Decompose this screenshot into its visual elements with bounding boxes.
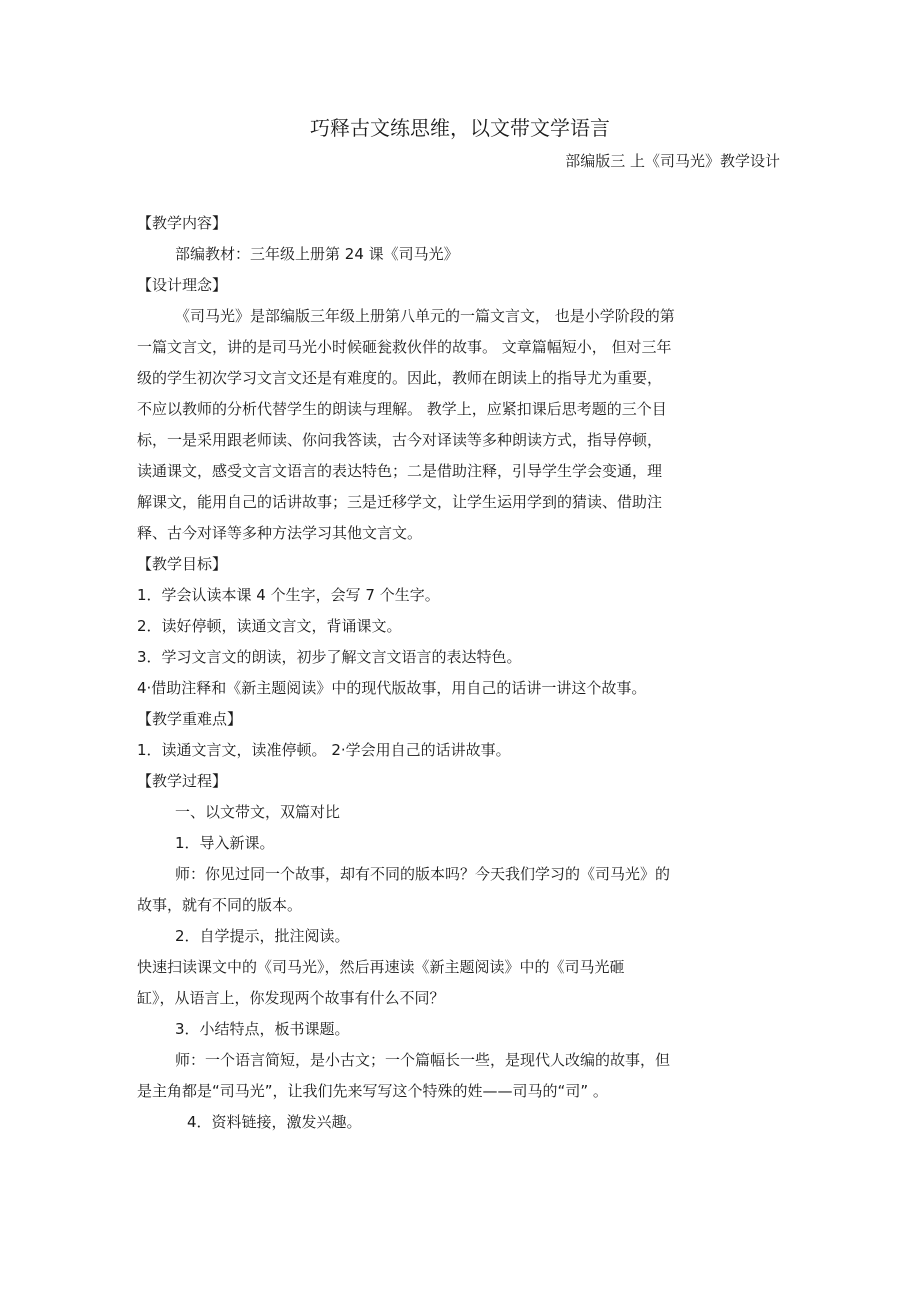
process-step-text: 缸》，从语言上，你发现两个故事有什么不同？ — [137, 989, 445, 1007]
content-text: 部编教材：三年级上册第 24 课《司马光》 — [175, 245, 459, 263]
concept-line: 标，一是采用跟老师读、你问我答读，古今对译读等多种朗读方式，指导停顿， — [137, 431, 663, 449]
section-heading-content: 【教学内容】 — [137, 214, 228, 232]
section-heading-goals: 【教学目标】 — [137, 555, 228, 573]
document-subtitle: 部编版三 上《司马光》教学设计 — [565, 152, 780, 170]
section-heading-concept: 【设计理念】 — [137, 276, 228, 294]
section-heading-process: 【教学过程】 — [137, 772, 228, 790]
process-step-text: 快速扫读课文中的《司马光》，然后再速读《新主题阅读》中的《司马光砸 — [137, 958, 625, 976]
process-step-title: 3．小结特点，板书课题。 — [175, 1020, 350, 1038]
process-step-title: 1．导入新课。 — [175, 834, 275, 852]
concept-line: 读通课文，感受文言文语言的表达特色；二是借助注释，引导学生学会变通，理 — [137, 462, 663, 480]
concept-line: 解课文，能用自己的话讲故事；三是迁移学文，让学生运用学到的猜读、借助注 — [137, 493, 663, 511]
document-title: 巧释古文练思维，以文带文学语言 — [310, 116, 610, 140]
concept-line: 一篇文言文，讲的是司马光小时候砸瓮救伙伴的故事。 文章篇幅短小， 但对三年 — [137, 338, 672, 356]
goal-item: 3．学习文言文的朗读，初步了解文言文语言的表达特色。 — [137, 648, 522, 666]
process-step-title: 2．自学提示，批注阅读。 — [175, 927, 350, 945]
section-heading-keypoints: 【教学重难点】 — [137, 710, 243, 728]
goal-item: 4·借助注释和《新主题阅读》中的现代版故事，用自己的话讲一讲这个故事。 — [137, 679, 647, 697]
goal-item: 1．学会认读本课 4 个生字，会写 7 个生字。 — [137, 586, 440, 604]
process-step-title: 4．资料链接，激发兴趣。 — [187, 1113, 362, 1131]
process-step-text: 故事，就有不同的版本。 — [137, 896, 303, 914]
concept-line: 不应以教师的分析代替学生的朗读与理解。 教学上，应紧扣课后思考题的三个目 — [137, 400, 667, 418]
process-step-text: 师：你见过同一个故事，却有不同的版本吗？今天我们学习的《司马光》的 — [175, 865, 671, 883]
concept-line: 释、古今对译等多种方法学习其他文言文。 — [137, 524, 423, 542]
process-step-text: 师：一个语言简短，是小古文；一个篇幅长一些，是现代人改编的故事，但 — [175, 1051, 671, 1069]
concept-line: 《司马光》是部编版三年级上册第八单元的一篇文言文， 也是小学阶段的第 — [175, 307, 675, 325]
concept-line: 级的学生初次学习文言文还是有难度的。因此，教师在朗读上的指导尤为重要， — [137, 369, 663, 387]
keypoints-text: 1．读通文言文，读准停顿。 2·学会用自己的话讲故事。 — [137, 741, 511, 759]
process-part-title: 一、以文带文，双篇对比 — [175, 803, 341, 821]
goal-item: 2．读好停顿，读通文言文，背诵课文。 — [137, 617, 402, 635]
process-step-text: 是主角都是“司马光”，让我们先来写写这个特殊的姓——司马的“司” 。 — [137, 1082, 608, 1100]
